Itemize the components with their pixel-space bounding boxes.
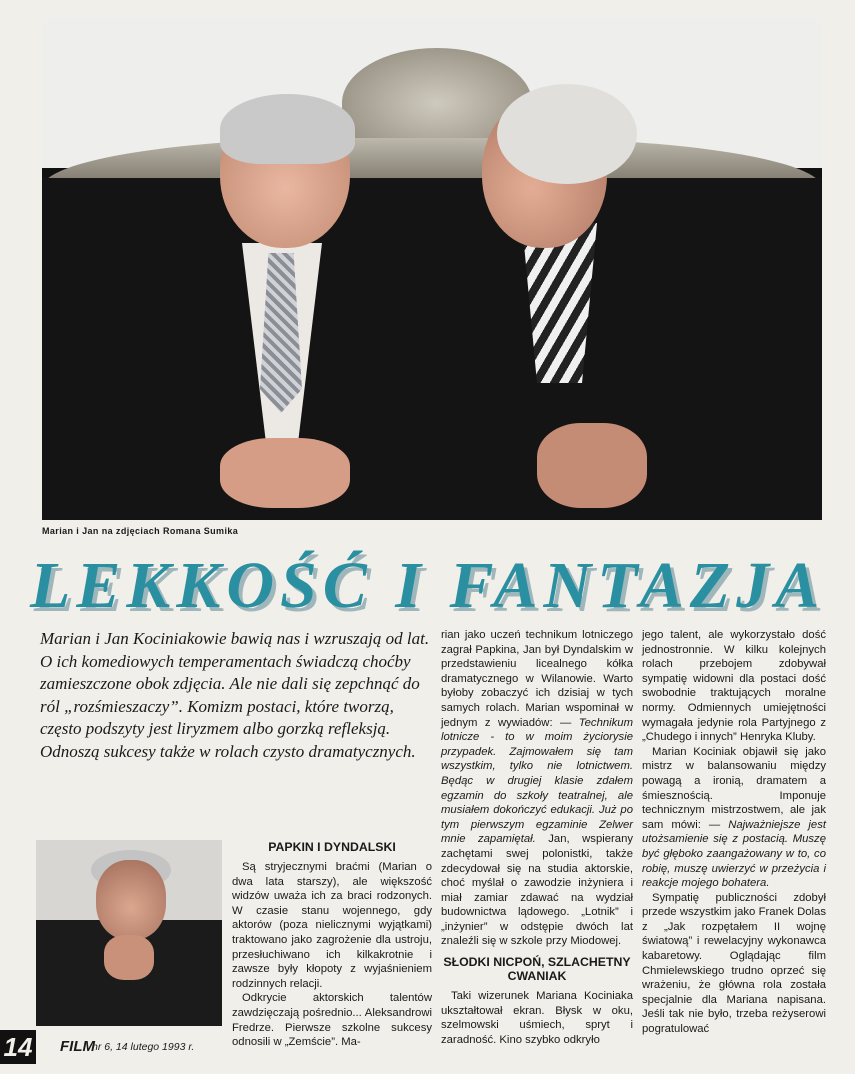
issue-info: nr 6, 14 lutego 1993 r. <box>92 1041 195 1053</box>
article-headline: LEKKOŚĆ I FANTAZJA <box>30 549 826 622</box>
paragraph: Odkrycie aktorskich talentów zawdzięczają pośrednio... Aleksandrowi Fredrze. Pierwsze szkolne sukcesy odnosili w „Zemście”. Ma- <box>232 992 432 1049</box>
page-footer <box>0 1030 855 1074</box>
paragraph: Sympatię publiczności zdobył przede wszystkim jako Franek Dolas z „Jak rozpętałem II wojnę światową” i rewelacyjny wykonawca kabaretowy. Oglądając film Chmielewskiego trudno oprzeć się wrażeniu, że główna rola została specjalnie dla Mariana napisana. Jeśli tak nie było, trzeba reżyserowi pogratulować <box>642 891 826 1036</box>
main-photo <box>42 18 822 520</box>
paragraph: Są stryjecznymi braćmi (Marian o dwa lata starszy), ale większość widzów uważa ich za braci rodzonych. W czasie stanu wojennego, gdy aktorów (poza nielicznymi wyjątkami) traktowano jako zagrożenie dla ustroju, przesłuchiwano ich kilkakrotnie i zawsze były kłopoty z wyjaśnieniem rodzinnych relacji. <box>232 861 432 990</box>
photo-caption: Marian i Jan na zdjęciach Romana Sumika <box>42 526 239 536</box>
paragraph: Marian Kociniak objawił się jako mistrz w balansowaniu między powagą a ironią, dramatem a śmiesznością. Imponuje technicznym mistrzostwem, ale jak sam mówi: — Najważniejsze jest utożsamienie się z postacią. Muszę być głęboko zaangażowany w to, co robię, muszę uwierzyć w przeżycia i reakcje mojego bohatera. <box>642 745 826 890</box>
column-1 <box>232 834 432 1050</box>
article-lead: Marian i Jan Kociniakowie bawią nas i wzruszają od lat. O ich komediowych temperamentach świadczą choćby zamieszczone obok zdjęcia. Ale nie dali się zepchnąć do ról „rozśmieszaczy”. Komizm postaci, które tworzą, często podszyty jest liryzmem albo gorzką refleksją. Odnoszą sukcesy także w rolach czysto dramatycznych. <box>40 629 430 761</box>
paragraph: rian jako uczeń technikum lotniczego zagrał Papkina, Jan był Dyndalskim w przedstawieniu licealnego kółka dramatycznego w Wilanowie. Warto byłoby zobaczyć ich dzisiaj w tych samych rolach. Marian wspominał w jednym z wywiadów: — Technikum lotnicze - to w moim życiorysie przypadek. Zajmowałem się tam wszystkim, tylko nie lotnictwem. Będąc w drugiej klasie zdałem egzamin do szkoły teatralnej, ale musiałem dokończyć edukacji. Już po tym pierwszym egzaminie Zelwer mnie zapamiętał. Jan, wspierany zachętami swej polonistki, także zdecydował się na studia aktorskie, choć myślał o zawodzie inżyniera i miał zamiar zdawać na wydział budownictwa lądowego. „Lotnik” i „inżynier” w odstępie dwóch lat znaleźli się w szkole przy Miodowej. <box>441 629 633 948</box>
paragraph: Taki wizerunek Mariana Kociniaka ukształtował ekran. Błysk w oku, szelmowski uśmiech, spryt i zaradność. Kino szybko odkryło <box>441 990 633 1046</box>
portrait-photo <box>36 840 222 1026</box>
column-3 <box>642 628 826 1037</box>
page-number: 14 <box>0 1030 36 1064</box>
subhead-papkin: PAPKIN I DYNDALSKI <box>268 840 396 854</box>
column-2 <box>441 628 633 1047</box>
subhead-nicpon: SŁODKI NICPOŃ, SZLACHETNY CWANIAK <box>443 955 631 984</box>
paragraph: jego talent, ale wykorzystało dość jednostronnie. W kilku kolejnych rolach przebojem zdobywał sympatię widowni dla postaci dość swobodnie traktujących moralne normy. Odmiennych umiejętności wymagała jedynie rola Partyjnego z „Chudego i innych” Henryka Kluby. <box>642 629 826 744</box>
magazine-name: FILM <box>60 1038 95 1055</box>
